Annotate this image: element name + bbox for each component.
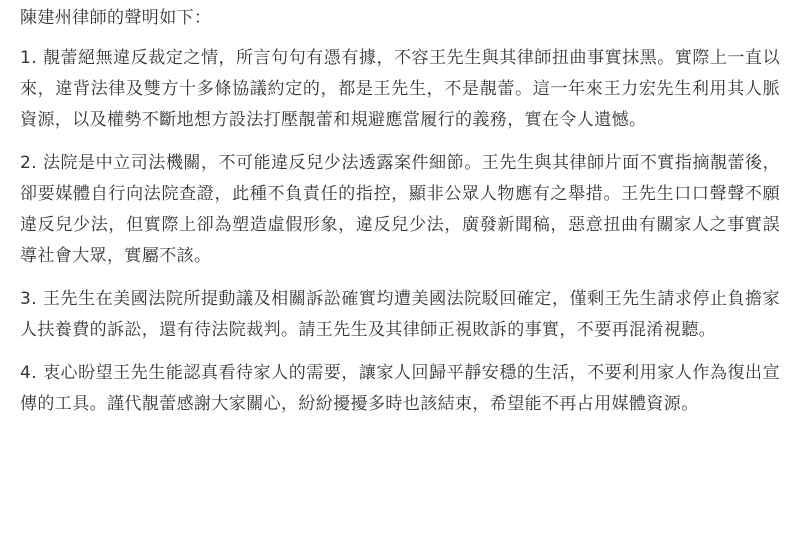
statement-point-2: 2. 法院是中立司法機關，不可能違反兒少法透露案件細節。王先生與其律師片面不實指摘靚蕾後，卻要媒體自行向法院查證，此種不負責任的指控，顯非公眾人物應有之舉措。王先生口口聲聲不願違反兒少法，但實際上卻為塑造虛假形象，違反兒少法，廣發新聞稿，惡意扭曲有關家人之事實誤導社會大眾，實屬不該。	[20, 153, 780, 266]
statement-point-4: 4. 衷心盼望王先生能認真看待家人的需要，讓家人回歸平靜安穩的生活，不要利用家人作為復出宣傳的工具。謹代靚蕾感謝大家關心，紛紛擾擾多時也該結束，希望能不再占用媒體資源。	[20, 363, 780, 414]
statement-document	[20, 5, 780, 432]
statement-intro: 陳建州律師的聲明如下：	[20, 8, 212, 28]
statement-point-3: 3. 王先生在美國法院所提動議及相關訴訟確實均遭美國法院駁回確定，僅剩王先生請求停止負擔家人扶養費的訴訟，還有待法院裁判。請王先生及其律師正視敗訴的事實，不要再混淆視聽。	[20, 289, 780, 340]
statement-point-1: 1. 靚蕾絕無違反裁定之情，所言句句有憑有據，不容王先生與其律師扭曲事實抹黑。實際上一直以來，違背法律及雙方十多條協議約定的，都是王先生，不是靚蕾。這一年來王力宏先生利用其人脈資源，以及權勢不斷地想方設法打壓靚蕾和規避應當履行的義務，實在令人遺憾。	[20, 48, 780, 130]
